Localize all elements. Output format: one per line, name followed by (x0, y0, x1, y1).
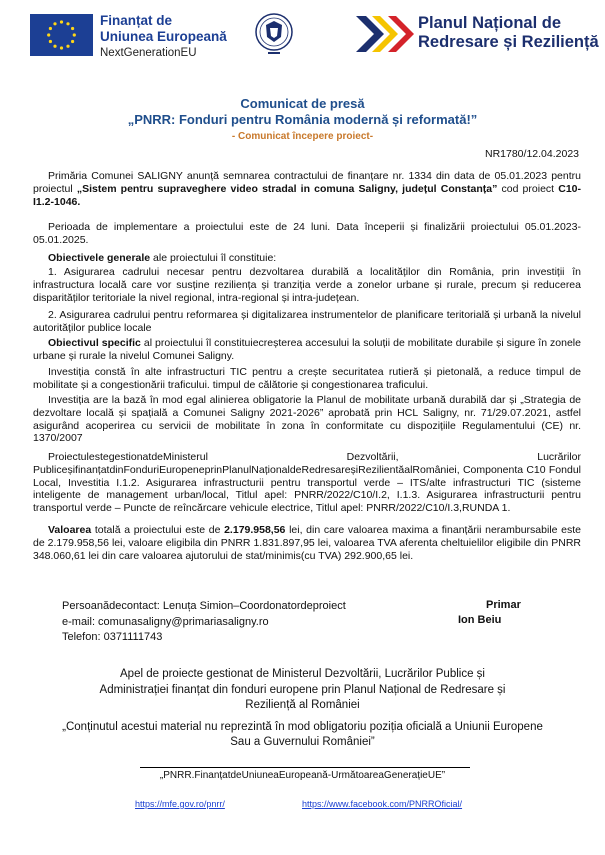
mfe-link[interactable]: https://mfe.gov.ro/pnrr/ (135, 799, 225, 809)
disclaimer-line-2: Sau a Guvernului României” (230, 736, 375, 748)
reference-number: NR1780/12.04.2023 (485, 148, 579, 160)
strategy-text: Investiția are la bază în mod egal alinierea obligatorie la Planul de mobilitate urbană durabilă dar și „Strategia de dezvoltare locală și spațială a Comunei Saligny 2021-2026” aprobată prin HCL Saligny, nr. 71/29.07.2021, astfel asigurând acoperirea cu servicii de mobilitate în zona în conformitate cu dispozițiile Regulamentului (CE) nr. 1370/2007 (33, 394, 581, 445)
call-line-1: Apel de proiecte gestionat de Ministerul Dezvoltării, Lucrărilor Publice și (120, 668, 485, 680)
period-paragraph (33, 221, 581, 247)
objective-2 (33, 309, 581, 335)
eu-line-3: NextGenerationEU (100, 47, 197, 59)
mayor-title: Primar (486, 599, 521, 611)
total-value: 2.179.958,56 (224, 524, 286, 536)
contact-email[interactable]: e-mail: comunasaligny@primariasaligny.ro (62, 615, 269, 628)
call-line-2: Administrației finanțat din fonduri europene prin Planul Național de Redresare și (99, 683, 506, 696)
eu-funding-text (100, 13, 227, 61)
disclaimer (0, 720, 605, 750)
call-line-3: Reziliență al României (245, 699, 360, 711)
value-paragraph (33, 524, 581, 562)
romanian-government-seal-icon (254, 10, 294, 58)
objective-2-text: 2. Asigurarea cadrului pentru reformarea și digitalizarea instrumentelor de planificare teritorială și urbană la nivelul autorităților publice locale (33, 309, 581, 334)
footer-divider (140, 767, 470, 768)
announcement-paragraph (33, 170, 581, 208)
footer-tagline: „PNRR.FinanțatdeUniuneaEuropeană-UrmătoareaGenerațieUE” (159, 770, 446, 781)
text: Primăria Comunei SALIGNY anunță semnarea contractului de finanțare nr. 1334 din data de 05.01.2023 pentru proiectul (33, 170, 581, 195)
facebook-link[interactable]: https://www.facebook.com/PNRROficial/ (302, 799, 463, 809)
contact-phone: Telefon: 0371111743 (62, 631, 163, 643)
eu-flag-icon (30, 14, 93, 56)
objectives-heading: Obiectivele generale (48, 252, 151, 264)
pnrr-logo-text (418, 14, 599, 52)
objectives-paragraph (33, 252, 581, 265)
press-release-subtitle: „PNRR: Fonduri pentru România modernă și reformată!” (127, 112, 478, 127)
objective-1-text: 1. Asigurarea cadrului necesar pentru dezvoltarea durabilă a localităților din România, prin investiții în infrastructura locală care vor susține reziliența și tranziția verde a zonelor urbane și rurale, precum și reducerea disparităților teritoriale la nivel regional, intra-regional și intra-județean. (33, 266, 581, 304)
contact-block (62, 599, 346, 646)
management-text: ProiectulestegestionatdeMinisterul Dezvoltării, Lucrărilor PubliceșifinanțatdinFonduriEuropeneprinPlanulNaționaldeRedresareșiRezilientăalRomâniei, Componenta C10 Fondul Local, Investitia I.1.2. Asigurarea infrastructurii pentru transportul verde – ITS/alte infrastructuri TIC (sisteme inteligente de management urban/local, Titlul apel: PNRR/2022/C10/I.2, I.1.3. Asigurarea infrastructurii pentru transportul verde – Puncte de reîncărcare vehicule electrice, Titlul apel: PNRR/2022/C10/I.3,RUNDA 1. (33, 451, 581, 515)
text: ale proiectului îl constituie: (150, 252, 277, 264)
mayor-name: Ion Beiu (458, 614, 502, 626)
text: al proiectului îl constituiecreșterea accesului la soluții de mobilitate durabile și sigure în zonele urbane și rurale la nivelul Comunei Saligny. (33, 337, 581, 362)
disclaimer-line-1: „Conținutul acestui material nu reprezintă în mod obligatoriu poziția oficială a Uniunii Europene (62, 721, 543, 733)
strategy-paragraph (33, 394, 581, 445)
period-text: Perioada de implementare a proiectului este de 24 luni. Data începerii și finalizării proiectului 05.01.2023-05.01.2025. (33, 221, 581, 246)
text: lei, din care valoarea maxima a finanțării nerambursabile este de 2.179.958,56 lei, valoare eligibila din PNRR 1.831.897,95 lei, valoarea TVA aferenta cheltuielilor eligibile din PNRR 348.060,61 lei din care valoarea ajutorului de stat/minimis(cu TVA) 292.900,65 lei. (33, 524, 581, 562)
text: totală a proiectului este de (91, 524, 225, 536)
pnrr-arrow-logo-icon (352, 12, 416, 56)
project-name: „Sistem pentru supraveghere video stradal in comuna Saligny, județul Constanța” (76, 182, 498, 195)
objective-1 (33, 266, 581, 304)
press-release-title: Comunicat de presă (240, 96, 365, 111)
text: cod proiect (497, 182, 559, 195)
management-paragraph (33, 451, 581, 515)
press-release-kind: - Comunicat începere proiect- (231, 131, 374, 142)
contact-person: Persoanădecontact: Lenuța Simion–Coordonatordeproiect (62, 600, 346, 612)
call-statement (0, 667, 605, 714)
eu-line-2: Uniunea Europeană (100, 29, 227, 44)
specific-objective-paragraph (33, 337, 581, 363)
project-code: C10-I1.2-1046. (33, 182, 581, 208)
pnrr-line-2: Redresare și Reziliență (418, 33, 599, 51)
investment-paragraph (33, 366, 581, 392)
value-heading: Valoarea (48, 524, 92, 536)
eu-line-1: Finanțat de (100, 13, 173, 28)
investment-text: Investiția constă în alte infrastructuri TIC pentru a crește securitatea rutieră și pietonală, a reduce timpul de mobilitate și a congestionării traficului. timpul de călătorie și congestionarea traficului. (33, 366, 581, 391)
pnrr-line-1: Planul Național de (418, 14, 562, 32)
specific-objective-heading: Obiectivul specific (48, 337, 141, 349)
